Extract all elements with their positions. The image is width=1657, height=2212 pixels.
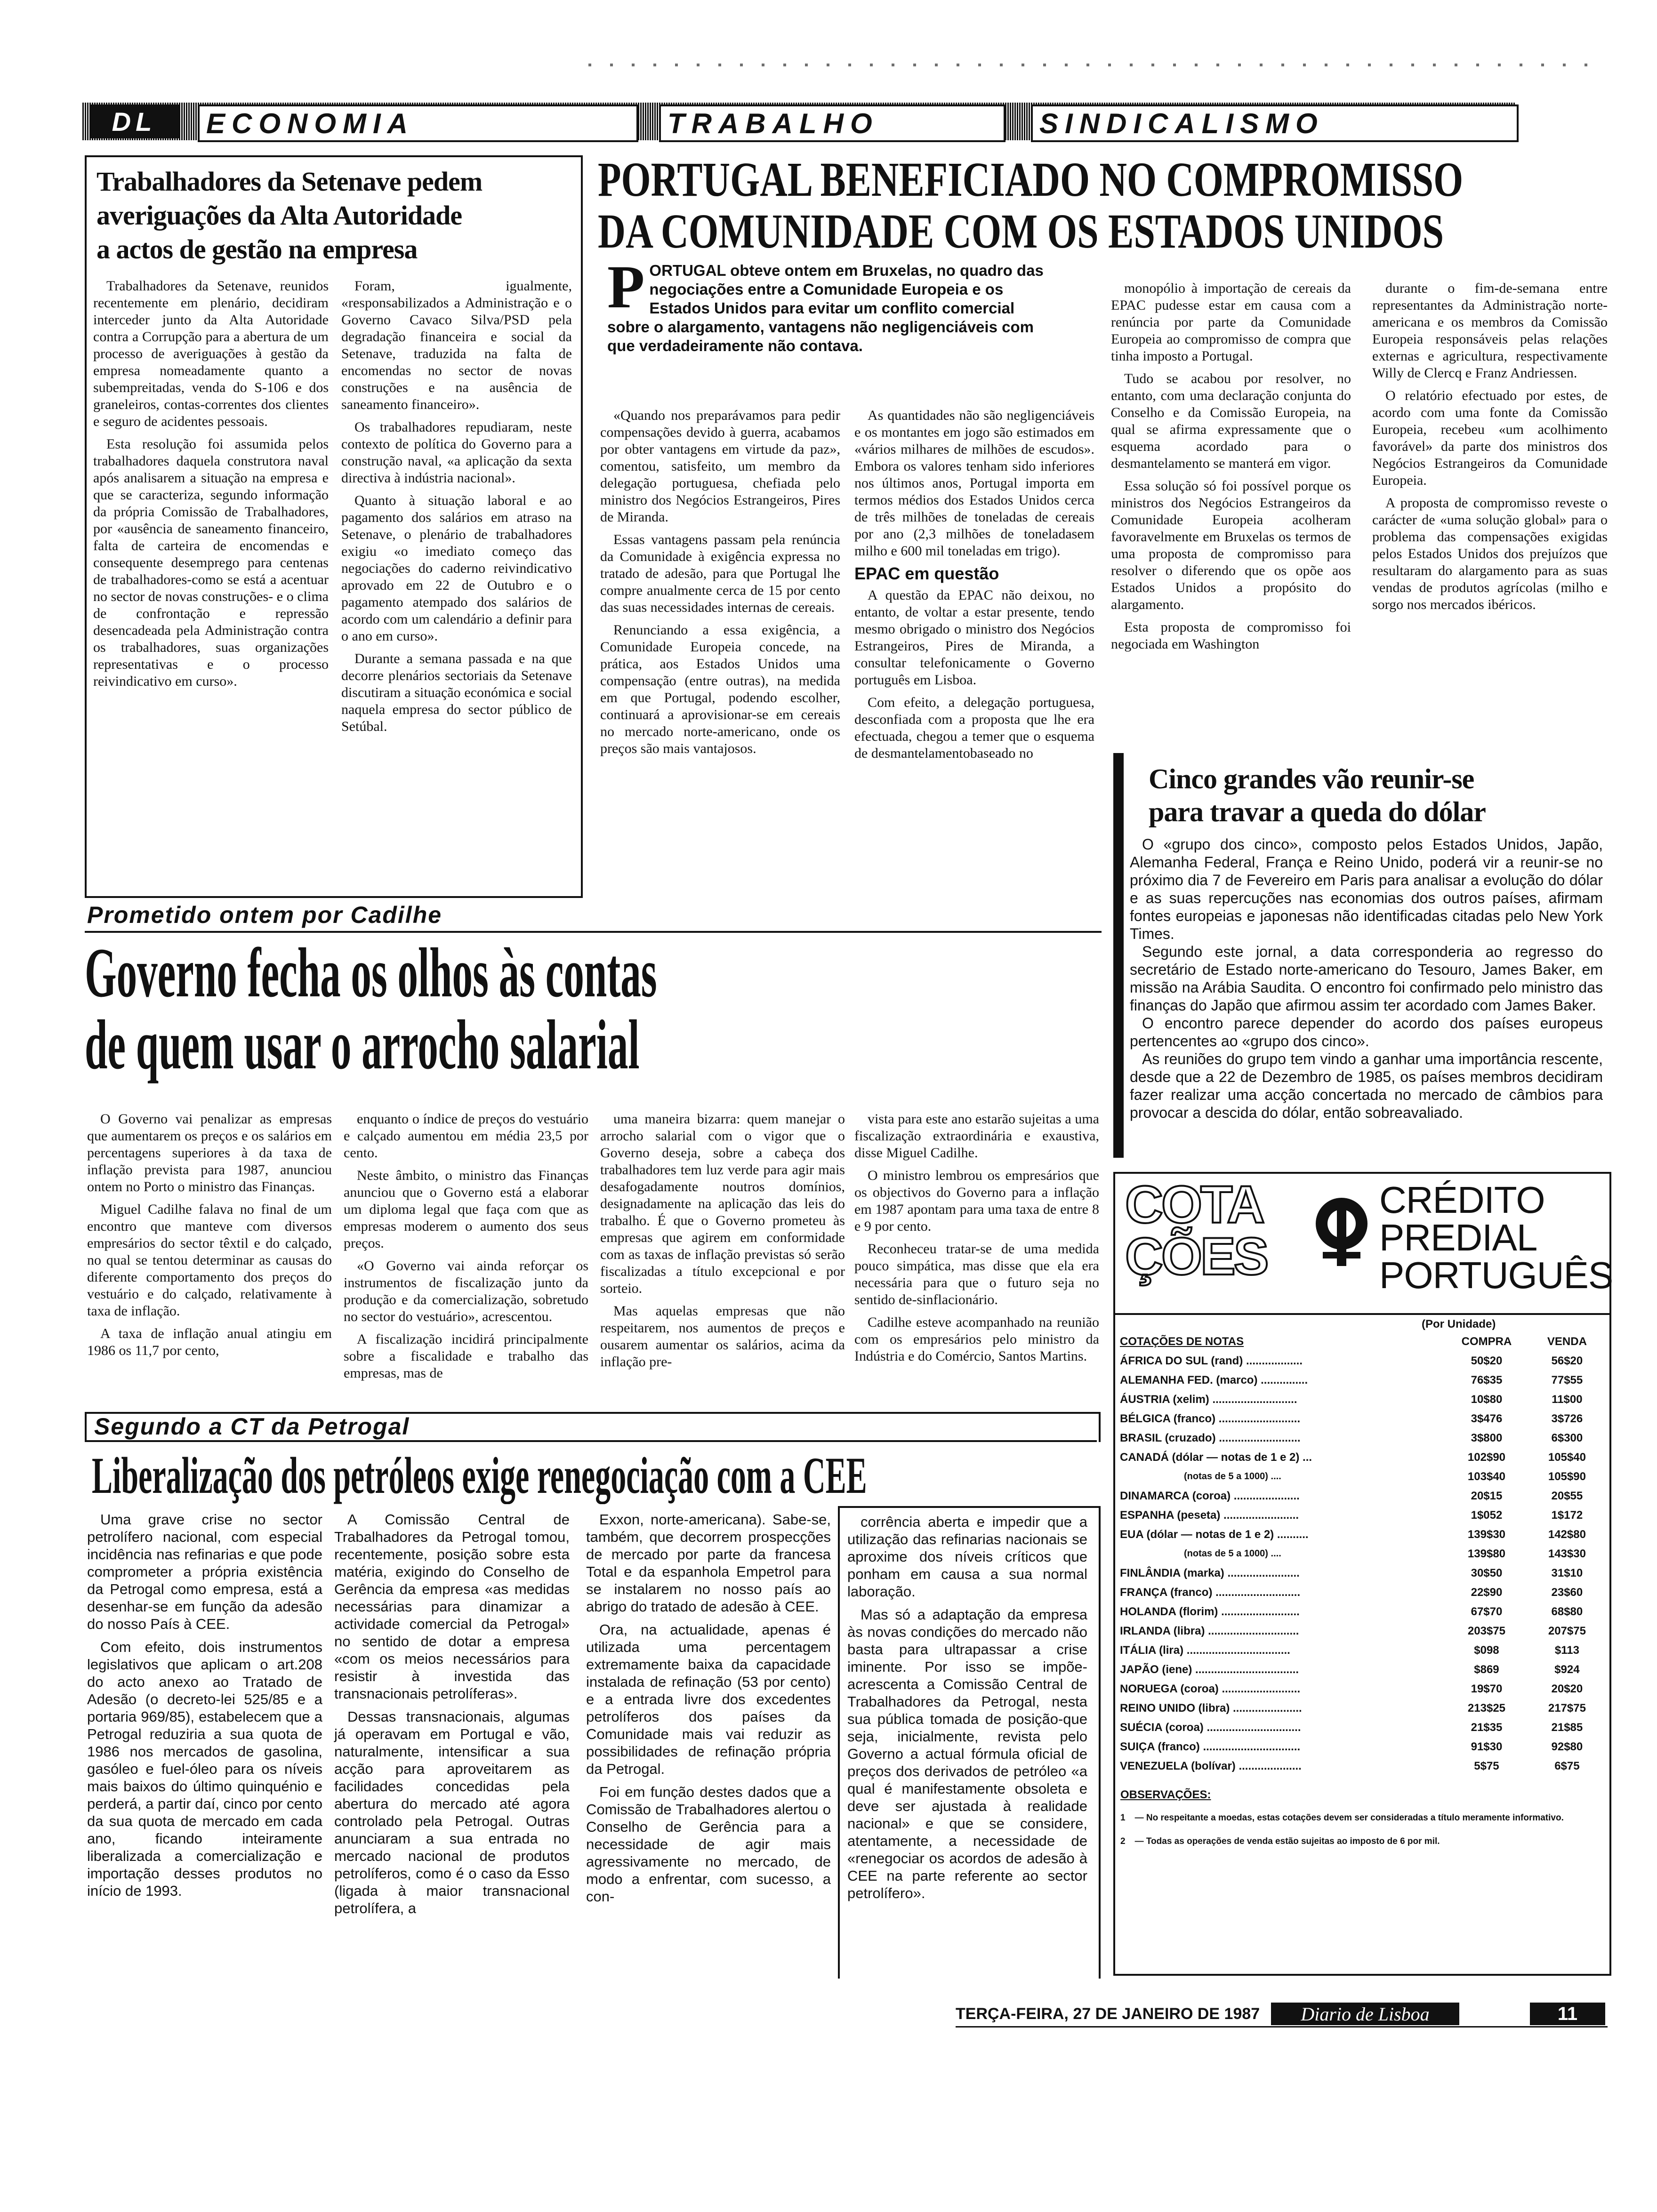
portugal-lead: [607, 253, 1059, 355]
rate-sell: 6$300: [1551, 1431, 1583, 1444]
rate-row: [1118, 1660, 1603, 1679]
paragraph: O encontro parece depender do acordo dos países europeus pertencentes ao «grupo dos cinco».: [1130, 1015, 1603, 1050]
petrogal-col4: [847, 1513, 1087, 1907]
paragraph: corrência aberta e impedir que a utilização das refinarias nacionais se aproxime dos níveis críticos que ponham em causa a sua normal laboração.: [847, 1514, 1087, 1600]
paragraph: Reconheceu tratar-se de uma medida pouco simpática, mas disse que ela era necessária para que o futuro seja no sentido de-sinflacionário.: [854, 1241, 1099, 1307]
rate-currency: (notas de 5 a 1000) ....: [1184, 1548, 1281, 1559]
paragraph: As reuniões do grupo tem vindo a ganhar uma importância rescente, desde que a 22 de Dezembro de 1985, os países membros decidiram fazer realizar uma acção concertada no mercado de câmbios para provocar a descida do dólar, então sobreavaliado.: [1130, 1050, 1603, 1121]
rate-row: [1118, 1525, 1603, 1544]
rate-row: [1118, 1583, 1603, 1602]
paragraph: Essa solução só foi possível porque os ministros dos Negócios Estrangeiros da Comunidade Europeia acolheram favoravelmente em Bruxelas os termos de uma proposta de compromisso para resolver o diferendo que os opõe aos Estados Unidos a propósito do alargamento.: [1111, 478, 1351, 612]
obs-list: [1120, 1812, 1596, 1848]
rate-buy: 50$20: [1471, 1354, 1503, 1367]
rate-row: [1118, 1390, 1603, 1409]
footer-date: TERÇA-FEIRA, 27 DE JANEIRO DE 1987: [956, 2005, 1260, 2023]
rate-buy: 213$25: [1467, 1701, 1506, 1715]
cotacoes-rule: [1113, 1313, 1609, 1315]
paragraph: Mas aquelas empresas que não respeitarem, nos aumentos de preços e ousarem aumentar os salários, acima da inflação pre-: [600, 1303, 845, 1370]
cotacoes-logo: [1125, 1175, 1337, 1287]
paragraph: Os trabalhadores repudiaram, neste contexto de política do Governo para a construção naval, «a aplicação da sexta directiva à indústria nacional».: [341, 419, 572, 486]
petrogal-rule: [85, 1440, 1097, 1442]
paragraph: Segundo este jornal, a data corresponderia ao regresso do secretário de Estado norte-americano do Tesouro, James Baker, em missão na Arábia Saudita. O encontro foi confirmado pelo ministro das finanças do Japão que afirmou assim ter acordado com James Baker.: [1130, 943, 1603, 1014]
rate-currency: REINO UNIDO (libra) ......................: [1120, 1701, 1302, 1715]
rate-sell: 20$20: [1551, 1682, 1583, 1695]
dolar-headline: [1149, 762, 1596, 828]
banner-logo: DL: [89, 104, 179, 138]
paragraph: Essas vantagens passam pela renúncia da Comunidade à exigência expressa no tratado de adesão, para que Portugal lhe compre anualmente cerca de 15 por cento das suas necessidades internas de cereais.: [600, 532, 840, 615]
rate-row: [1118, 1448, 1603, 1467]
rate-sell: 68$80: [1551, 1605, 1583, 1618]
rate-row: [1118, 1370, 1603, 1390]
cadilhe-col3: [600, 1111, 845, 1376]
rates-header-sell: VENDA: [1547, 1335, 1587, 1348]
paragraph: Com efeito, a delegação portuguesa, desconfiada com a proposta que lhe era efectuada, chegou a temer que o esquema de desmantelamentobaseado no: [854, 695, 1094, 761]
rate-buy: 20$15: [1471, 1489, 1503, 1502]
scan-noise: [588, 64, 1601, 66]
portugal-headline-1: PORTUGAL BENEFICIADO NO COMPROMISSO: [598, 152, 1464, 207]
petrogal-col1: [87, 1511, 322, 1905]
rate-sell: 31$10: [1551, 1566, 1583, 1579]
paragraph: «O Governo vai ainda reforçar os instrumentos de fiscalização junto da produção e da comercialização, sobretudo no sector do vestuário», acrescentou.: [344, 1258, 588, 1324]
rate-buy: 30$50: [1471, 1566, 1503, 1579]
rate-sell: 207$75: [1548, 1624, 1586, 1637]
rate-sell: 11$00: [1552, 1393, 1583, 1406]
paragraph: Miguel Cadilhe falava no final de um encontro que manteve com diversos empresários do sector têxtil e do calçado, no qual se tentou determinar as causas do diferente comportamento dos preços do vestuário e do calçado, relativamente à taxa de inflação.: [87, 1202, 332, 1319]
rate-row: [1118, 1486, 1603, 1506]
page-number: 11: [1530, 2003, 1605, 2025]
rate-buy: 103$40: [1467, 1470, 1506, 1483]
rate-row: [1118, 1428, 1603, 1448]
footer-masthead: Diario de Lisboa: [1271, 2003, 1459, 2025]
rate-row: [1118, 1621, 1603, 1641]
rate-currency: SUIÇA (franco) ...............................: [1120, 1740, 1301, 1753]
rate-buy: 1$052: [1471, 1508, 1503, 1522]
rate-row: [1118, 1718, 1603, 1737]
petrogal-col3: [586, 1511, 831, 1911]
rate-currency: EUA (dólar — notas de 1 e 2) ..........: [1120, 1528, 1309, 1541]
setenave-headline-3: a actos de gestão na empresa: [97, 234, 418, 264]
rate-sell: 56$20: [1551, 1354, 1583, 1367]
paragraph: durante o fim-de-semana entre representantes da Administração norte-americana e os membros da Comissão Europeia responsáveis pelas relações externas e agricultura, respectivamente Willy de Clercq e Franz Andriessen.: [1372, 281, 1608, 381]
obs-num: 2: [1120, 1836, 1126, 1846]
rate-sell: $113: [1554, 1643, 1579, 1657]
paragraph: O relatório efectuado por estes, de acordo com uma fonte da Comissão Europeia, recebeu «um acolhimento favorável» da parte dos ministros dos Negócios Estrangeiros da Comunidade Europeia.: [1372, 388, 1608, 488]
rate-row: [1118, 1409, 1603, 1428]
rate-buy: 76$35: [1471, 1373, 1503, 1387]
paragraph: As quantidades não são negligenciáveis e os montantes em jogo são estimados em «vários milhares de milhões de escudos». Embora os valores tenham sido inferiores nos últimos anos, Portugal importa em termos médios dos Estados Unidos cerca de três milhões de toneladas de cereais por ano (2,3 milhões de toneladasem milho e 600 mil toneladas em trigo).: [854, 408, 1094, 559]
rate-row: [1118, 1563, 1603, 1583]
rate-buy: 139$30: [1467, 1528, 1506, 1541]
paragraph: Durante a semana passada e na que decorre plenários sectoriais da Setenave discutiram a situação económica e social naquela empresa do sector público de Setúbal.: [341, 651, 572, 734]
setenave-headline-2: averiguações da Alta Autoridade: [97, 200, 462, 231]
rate-sell: 77$55: [1551, 1373, 1583, 1387]
banner-sindicalismo: SINDICALISMO: [1031, 104, 1519, 142]
bank-emblem-icon: [1313, 1191, 1370, 1271]
dropcap: P: [607, 253, 645, 321]
rate-currency: CANADÁ (dólar — notas de 1 e 2) ...: [1120, 1451, 1312, 1464]
paragraph: O ministro lembrou os empresários que os objectivos do Governo para a inflação em 1987 apontam para uma taxa de entre 8 e 9 por cento.: [854, 1168, 1099, 1234]
dolar-headline-1: Cinco grandes vão reunir-se: [1149, 763, 1474, 794]
rate-buy: 19$70: [1471, 1682, 1503, 1695]
rate-currency: DINAMARCA (coroa) .....................: [1120, 1489, 1300, 1502]
obs-item: [1120, 1812, 1596, 1824]
rate-currency: VENEZUELA (bolívar) ....................: [1120, 1759, 1302, 1772]
paragraph: monopólio à importação de cereais da EPAC pudesse estar em causa com a renúncia por parte da Comunidade Europeia ao compromisso de compra que tinha imposto a Portugal.: [1111, 281, 1351, 364]
rate-row: [1118, 1756, 1603, 1776]
cadilhe-headline-2: de quem usar o arrocho salarial: [85, 1006, 640, 1084]
rate-currency: JAPÃO (iene) .................................: [1120, 1663, 1299, 1676]
dolar-body: [1130, 835, 1603, 1122]
rate-sell: 142$80: [1548, 1528, 1586, 1541]
rates-table: [1118, 1332, 1603, 1776]
bank-name-3: PORTUGUÊS: [1379, 1254, 1613, 1296]
rate-currency: ITÁLIA (lira) .................................: [1120, 1643, 1290, 1657]
rate-row: [1118, 1679, 1603, 1699]
unit-note: (Por Unidade): [1422, 1318, 1496, 1330]
rate-sell: 3$726: [1551, 1412, 1583, 1425]
petrogal-col2: [334, 1511, 570, 1923]
paragraph: Exxon, norte-americana). Sabe-se, também, que decorrem prospecções de mercado por parte da francesa Total e da espanhola Empetrol para se instalarem no nosso país ao abrigo do tratado de adesão à CEE.: [586, 1511, 831, 1615]
paragraph: Tudo se acabou por resolver, no entanto, com uma declaração conjunta do Conselho e da Comissão Europeia, na qual se afirma expressamente que o esquema acordado para o desmantelamento se manterá em vigor.: [1111, 371, 1351, 471]
rate-buy: 91$30: [1471, 1740, 1503, 1753]
rate-buy: 3$476: [1471, 1412, 1503, 1425]
banner-economia: ECONOMIA: [198, 104, 638, 142]
paragraph: A questão da EPAC não deixou, no entanto, de voltar a estar presente, tendo mesmo obrigado o ministro dos Negócios Estrangeiros, Pires de Miranda, a consultar telefonicamente o Governo português em Lisboa.: [854, 587, 1094, 688]
rate-buy: 139$80: [1467, 1547, 1506, 1560]
rate-currency: (notas de 5 a 1000) ....: [1184, 1471, 1281, 1482]
rate-sell: 217$75: [1548, 1701, 1586, 1715]
rate-buy: 21$35: [1471, 1721, 1503, 1734]
rates-header-currency: COTAÇÕES DE NOTAS: [1120, 1335, 1244, 1348]
cadilhe-rule: [85, 931, 1102, 933]
cadilhe-headline-1: Governo fecha os olhos às contas: [85, 934, 657, 1012]
rate-currency: BRASIL (cruzado) ..........................: [1120, 1431, 1301, 1444]
rate-row: [1118, 1699, 1603, 1718]
rate-buy: $098: [1474, 1643, 1499, 1657]
portugal-col2: [854, 407, 1094, 768]
obs-title: OBSERVAÇÕES:: [1120, 1788, 1211, 1801]
paragraph: Uma grave crise no sector petrolífero nacional, com especial incidência nas refinarias e que pode comprometer a própria existência da Petrogal como empresa, está a desenhar-se em função da adesão do nosso País à CEE.: [87, 1511, 322, 1632]
rate-sell: 143$30: [1548, 1547, 1586, 1560]
rate-sell: 21$85: [1551, 1721, 1583, 1734]
paragraph: Neste âmbito, o ministro das Finanças anunciou que o Governo está a elaborar um diploma legal que faça com que as empresas moderem o aumento dos seus preços.: [344, 1168, 588, 1251]
rate-currency: ESPANHA (peseta) ........................: [1120, 1508, 1299, 1522]
paragraph: Foi em função destes dados que a Comissão de Trabalhadores alertou o Conselho de Gerência para a necessidade de agir mais agressivamente no mercado, de modo a enfrentar, com sucesso, a con-: [586, 1784, 831, 1905]
paragraph: Esta resolução foi assumida pelos trabalhadores daquela construtora naval após analisarem a situação na empresa e que se caracteriza, segundo informação da própria Comissão de Trabalhadores, por «ausência de saneamento financeiro, falta de carteira de encomendas e consequente desemprego para centenas de trabalhadores-como se está a acentuar no sector de novas construções- e o clima de confrontação e repressão desencadeada pela Administração contra os trabalhadores, suas organizações representativas e o processo reivindicativo em curso».: [93, 436, 329, 689]
rate-row: [1118, 1602, 1603, 1621]
paragraph: A Comissão Central de Trabalhadores da Petrogal tomou, recentemente, posição sobre esta matéria, exigindo do Conselho de Gerência da empresa «as medidas necessárias para dinamizar a actividade comercial da Petrogal» no sentido de dotar a empresa «com os meios necessários para resistir à investida das transnacionais petrolíferas».: [334, 1511, 570, 1702]
rate-buy: 3$800: [1471, 1431, 1503, 1444]
paragraph: A proposta de compromisso reveste o carácter de «uma solução global» para o problema das compensações exigidas pelos Estados Unidos dos prejuízos que resultaram do alargamento para as suas vendas de produtos agrícolas (milho e sorgo nos mercados ibéricos.: [1372, 495, 1608, 612]
bank-name: [1379, 1181, 1613, 1294]
paragraph: O «grupo dos cinco», composto pelos Estados Unidos, Japão, Alemanha Federal, França e Reino Unido, poderá vir a reunir-se no próximo dia 7 de Fevereiro em Paris para analisar a evolução do dólar e as suas repercuções nas economias dos outros países, afirmam fontes europeias e japonesas não identificadas citadas pelo New York Times.: [1130, 836, 1603, 942]
rate-sell: 92$80: [1551, 1740, 1583, 1753]
paragraph: «Quando nos preparávamos para pedir compensações devido à guerra, acabamos por obter vantagens em virtude da paz», comentou, satisfeito, um membro da delegação portuguesa, chefiada pelo ministro dos Negócios Estrangeiros, Pires de Miranda.: [600, 408, 840, 525]
paragraph: A fiscalização incidirá principalmente sobre a fiscalidade e trabalho das empresas, mas de: [344, 1331, 588, 1381]
bank-name-1: CRÉDITO: [1379, 1179, 1545, 1221]
rate-row: [1118, 1737, 1603, 1756]
rate-currency: ÁFRICA DO SUL (rand) ..................: [1120, 1354, 1303, 1367]
rates-header-buy: COMPRA: [1461, 1335, 1512, 1348]
cadilhe-col2: [344, 1111, 588, 1387]
paragraph: uma maneira bizarra: quem manejar o arrocho salarial com o vigor que o Governo deseja, sobre a cabeça dos trabalhadores tem luz verde para agir mais desafogadamente noutros domínios, designadamente na aplicação das leis do trabalho. É que o Governo prometeu às empresas que agirem em conformidade com as taxas de inflação previstas só serão fiscalizadas a título excepcional e por sorteio.: [600, 1111, 845, 1296]
rate-sell: 20$55: [1551, 1489, 1583, 1502]
bank-name-2: PREDIAL: [1379, 1217, 1537, 1258]
paragraph: Mas só a adaptação da empresa às novas condições do mercado não basta para ultrapassar a crise iminente. Por isso se impõe-acrescenta a Comissão Central de Trabalhadores da Petrogal, nesta sua pública tomada de posição-que seja, inicialmente, revista pelo Governo a actual fórmula oficial de preços dos derivados de petróleo «a qual é manifestamente obsoleta e deve ser ajustada à realidade nacional» e que se considere, atentamente, a necessidade de «renegociar os acordos de adesão à CEE na parte referente ao sector petrolífero».: [847, 1606, 1087, 1901]
lead-text: ORTUGAL obteve ontem em Bruxelas, no quadro das negociações entre a Comunidade Europeia e os Estados Unidos para evitar um conflito comercial sobre o alargamento, vantagens não negligenciáveis com que verdadeiramente não contava.: [607, 262, 1044, 354]
rate-currency: HOLANDA (florim) .........................: [1120, 1605, 1300, 1618]
rate-row: [1118, 1506, 1603, 1525]
paragraph: Trabalhadores da Setenave, reunidos recentemente em plenário, decidiram interceder junto da Alta Autoridade contra a Corrupção para a abertura de um processo de averiguações à gestão da empresa nomeadamente quanto a subempreitadas, venda do S-106 e dos graneleiros, contas-correntes dos clientes e seguro de acidentes pessoais.: [93, 278, 329, 429]
paragraph: Dessas transnacionais, algumas já operavam em Portugal e vão, naturalmente, intensificar a sua acção para aproveitarem as facilidades concedidas pela abertura do mercado até agora controlado pela Petrogal. Outras anunciaram a sua entrada no mercado nacional de produtos petrolíferos, como é o caso da Esso (ligada à maior transnacional petrolífera, a: [334, 1708, 570, 1916]
cadilhe-col1: [87, 1111, 332, 1365]
banner-trabalho: TRABALHO: [659, 104, 1005, 142]
paragraph: vista para este ano estarão sujeitas a uma fiscalização extraordinária e exaustiva, disse Miguel Cadilhe.: [854, 1111, 1099, 1161]
portugal-col4: [1372, 280, 1608, 619]
rate-currency: FRANÇA (franco) ...........................: [1120, 1586, 1301, 1599]
portugal-col1: [600, 407, 840, 763]
cotacoes-logo-line1: COTA: [1125, 1175, 1263, 1234]
rate-row: [1118, 1467, 1603, 1486]
paragraph: Esta proposta de compromisso foi negociada em Washington: [1111, 619, 1351, 652]
rate-sell: 23$60: [1551, 1586, 1583, 1599]
cadilhe-col4: [854, 1111, 1099, 1370]
rate-buy: 67$70: [1471, 1605, 1503, 1618]
obs-text: — Todas as operações de venda estão sujeitas ao imposto de 6 por mil.: [1134, 1836, 1440, 1846]
rate-currency: SUÉCIA (coroa) ..............................: [1120, 1721, 1301, 1734]
setenave-headline: [97, 165, 567, 266]
rate-sell: 105$40: [1548, 1451, 1586, 1464]
petrogal-kicker: Segundo a CT da Petrogal: [94, 1413, 410, 1440]
paragraph: enquanto o índice de preços do vestuário e calçado aumentou em média 23,5 por cento.: [344, 1111, 588, 1161]
rate-buy: 10$80: [1471, 1393, 1503, 1406]
rate-currency: ALEMANHA FED. (marco) ...............: [1120, 1373, 1308, 1387]
paragraph: Ora, na actualidade, apenas é utilizada uma percentagem extremamente baixa da capacidade instalada de refinação (53 por cento) e a entrada livre dos excedentes petrolíferos dos países da Comunidade mais vai reduzir as possibilidades de refinação própria da Petrogal.: [586, 1621, 831, 1777]
dolar-headline-2: para travar a queda do dólar: [1149, 796, 1486, 827]
obs-item: [1120, 1835, 1596, 1848]
rate-row: [1118, 1351, 1603, 1370]
rate-buy: 22$90: [1471, 1586, 1503, 1599]
portugal-headline-2: DA COMUNIDADE COM OS ESTADOS UNIDOS: [598, 204, 1444, 258]
petrogal-headline: Liberalização dos petróleos exige renegociação com a CEE: [92, 1447, 867, 1504]
rate-sell: 105$90: [1548, 1470, 1586, 1483]
subhead-epac: EPAC em questão: [854, 564, 999, 583]
rate-currency: BÉLGICA (franco) ..........................: [1120, 1412, 1301, 1425]
rate-currency: FINLÂNDIA (marka) .......................: [1120, 1566, 1300, 1579]
rate-row: [1118, 1641, 1603, 1660]
paragraph: Renunciando a essa exigência, a Comunidade Europeia concede, na prática, aos Estados Unidos uma compensação (entre outras), na medida em que Portugal, podendo escolher, continuará a aprovisionar-se em cereais no mercado norte-americano, onde os preços são mais vantajosos.: [600, 622, 840, 756]
rate-sell: $924: [1554, 1663, 1580, 1676]
rate-currency: IRLANDA (libra) .............................: [1120, 1624, 1299, 1637]
obs-text: — No respeitante a moedas, estas cotações devem ser consideradas a título meramente informativo.: [1134, 1813, 1564, 1823]
cadilhe-kicker: Prometido ontem por Cadilhe: [87, 902, 442, 928]
setenave-col1: [93, 278, 329, 696]
paragraph: A taxa de inflação anual atingiu em 1986 os 11,7 por cento,: [87, 1326, 332, 1358]
setenave-col2: [341, 278, 572, 741]
paragraph: Quanto à situação laboral e ao pagamento dos salários em atraso na Setenave, o plenário de trabalhadores exigiu «o imediato começo das negociações do caderno reivindicativo aprovado em 22 de Outubro e o pagamento atempado dos salários de acordo com um calendário a definir para o ano em curso».: [341, 493, 572, 644]
rate-buy: 102$90: [1467, 1451, 1506, 1464]
paragraph: Com efeito, dois instrumentos legislativos que aplicam o art.208 do acto anexo ao Tratado de Adesão (o decreto-lei 525/85 e a portaria 969/85), estabelecem que a Petrogal reduziria a sua quota de 1986 nos mercados de gasolina, gasóleo e fuel-óleo para os níveis mais baixos do último quinquénio e perderá, a partir daí, cinco por cento da sua quota de mercado em cada ano, ficando inteiramente liberalizada a comercialização e importação desses produtos no início de 1993.: [87, 1639, 322, 1899]
footer-rule: [956, 2026, 1608, 2028]
rate-currency: ÁUSTRIA (xelim) ...........................: [1120, 1393, 1297, 1406]
rate-sell: 1$172: [1551, 1508, 1583, 1522]
paragraph: O Governo vai penalizar as empresas que aumentarem os preços e os salários em percentagens superiores à da taxa de inflação prevista para 1987, anunciou ontem no Porto o ministro das Finanças.: [87, 1111, 332, 1194]
paragraph: Cadilhe esteve acompanhado na reunião com os empresários pelo ministro da Indústria e do Comércio, Santos Martins.: [854, 1314, 1099, 1364]
obs-num: 1: [1120, 1813, 1126, 1823]
portugal-col3: [1111, 280, 1351, 658]
paragraph: Foram, igualmente, «responsabilizados a Administração e o Governo Cavaco Silva/PSD pela degradação financeira e social da Setenave, traduzida na falta de encomendas no sector de novas construções e na ausência de saneamento financeiro».: [341, 278, 572, 412]
rate-buy: 5$75: [1474, 1759, 1499, 1772]
setenave-headline-1: Trabalhadores da Setenave pedem: [97, 166, 483, 197]
rate-currency: NORUEGA (coroa) .........................: [1120, 1682, 1301, 1695]
rate-row: [1118, 1544, 1603, 1563]
rate-sell: 6$75: [1554, 1759, 1580, 1772]
cotacoes-logo-line2: ÇÕES: [1125, 1227, 1267, 1286]
rate-buy: $869: [1474, 1663, 1499, 1676]
rate-buy: 203$75: [1467, 1624, 1506, 1637]
